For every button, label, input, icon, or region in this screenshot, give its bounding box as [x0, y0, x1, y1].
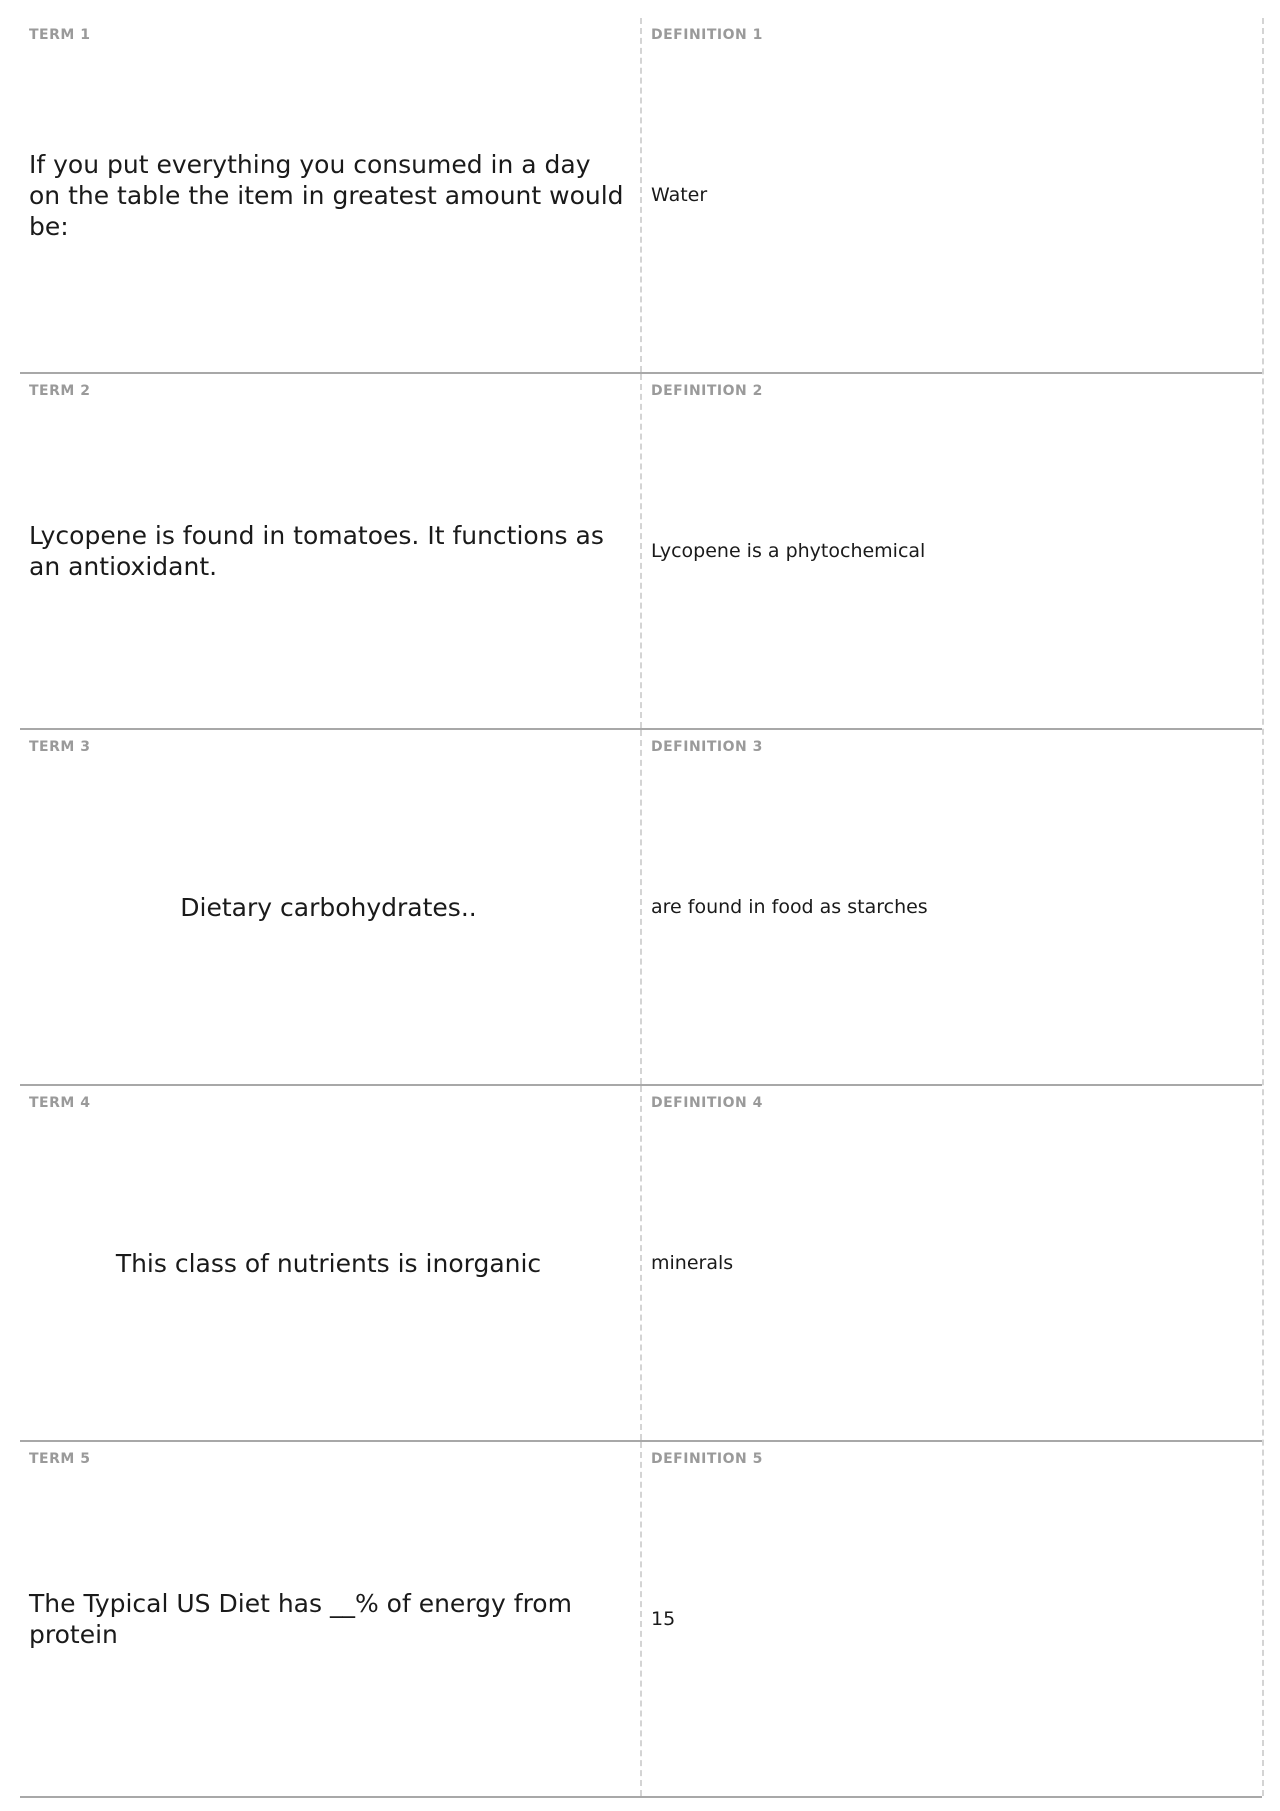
definition-label: DEFINITION 1	[651, 27, 763, 43]
term-text: If you put everything you consumed in a day on the table the item in greatest amount would be:	[29, 149, 624, 241]
flashcard-sheet	[20, 18, 1264, 1796]
card-row	[20, 1442, 1262, 1798]
term-cell	[20, 18, 642, 372]
definition-text: 15	[651, 1608, 676, 1630]
card-row	[20, 730, 1262, 1086]
term-label: TERM 2	[29, 383, 91, 399]
term-cell	[20, 730, 642, 1084]
term-cell	[20, 1086, 642, 1440]
term-label: TERM 1	[29, 27, 91, 43]
term-text: Dietary carbohydrates..	[180, 892, 477, 922]
term-cell	[20, 1442, 642, 1796]
definition-text: minerals	[651, 1252, 734, 1274]
card-row	[20, 18, 1262, 374]
term-label: TERM 4	[29, 1095, 91, 1111]
term-text: This class of nutrients is inorganic	[115, 1248, 542, 1278]
term-label: TERM 3	[29, 739, 91, 755]
definition-cell	[642, 730, 1262, 1084]
term-cell	[20, 374, 642, 728]
definition-label: DEFINITION 2	[651, 383, 763, 399]
term-text: Lycopene is found in tomatoes. It functions as an antioxidant.	[29, 521, 604, 581]
term-label: TERM 5	[29, 1451, 91, 1467]
definition-cell	[642, 1086, 1262, 1440]
definition-text: Lycopene is a phytochemical	[651, 540, 926, 562]
card-row	[20, 374, 1262, 730]
definition-label: DEFINITION 5	[651, 1451, 763, 1467]
term-text: The Typical US Diet has __% of energy from protein	[29, 1589, 572, 1649]
definition-cell	[642, 1442, 1262, 1796]
definition-cell	[642, 374, 1262, 728]
definition-label: DEFINITION 3	[651, 739, 763, 755]
definition-text: Water	[651, 184, 708, 206]
card-row	[20, 1086, 1262, 1442]
definition-cell	[642, 18, 1262, 372]
definition-text: are found in food as starches	[651, 896, 928, 918]
definition-label: DEFINITION 4	[651, 1095, 763, 1111]
